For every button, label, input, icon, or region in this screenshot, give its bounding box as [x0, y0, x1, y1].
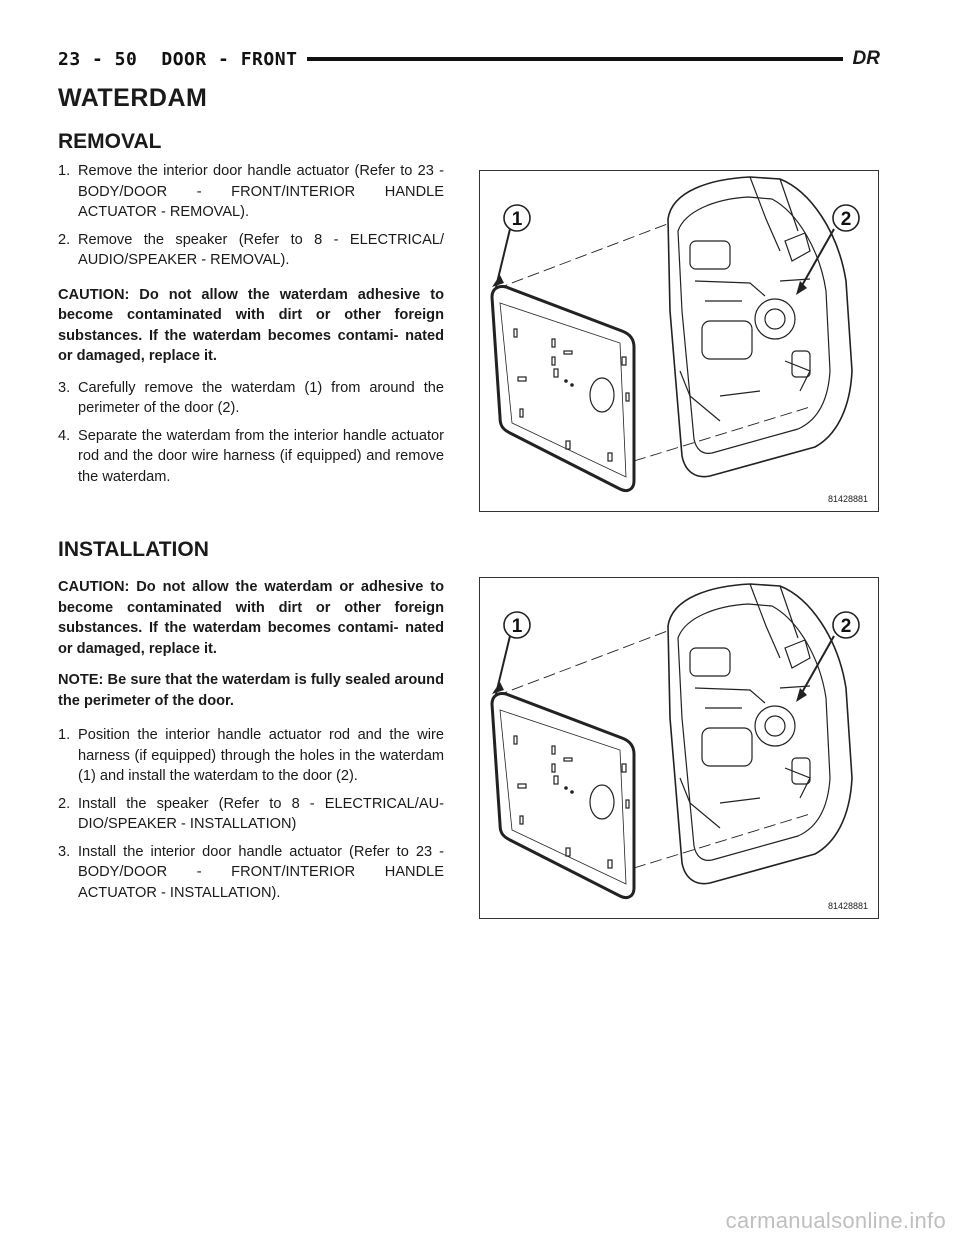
removal-figure: [479, 170, 879, 512]
callout-1: 1: [511, 209, 523, 230]
removal-step-1: 1. Remove the interior door handle actuator (Refer to 23 - BODY/DOOR - FRONT/INTERIOR HANDLE ACTUATOR - REMOVAL).: [58, 163, 444, 220]
figure-id: 81428881: [827, 494, 868, 504]
installation-step-1: 1. Position the interior handle actuator rod and the wire harness (if equipped) through the holes in the waterdam (1) and install the waterdam to the door (2).: [58, 727, 444, 784]
installation-text: [58, 577, 444, 910]
section-title: DOOR - FRONT: [161, 48, 298, 70]
removal-text: [58, 161, 444, 494]
page-header: [58, 46, 880, 72]
removal-heading: REMOVAL: [58, 130, 162, 153]
door-waterdam-illustration: [480, 578, 878, 918]
callout-2: 2: [840, 209, 852, 230]
model-code: DR: [852, 48, 880, 69]
installation-note: NOTE: Be sure that the waterdam is fully sealed around the perimeter of the door.: [58, 672, 444, 709]
installation-caution: CAUTION: Do not allow the waterdam or adhesive to become contaminated with dirt or other foreign substances. If the waterdam becomes contami- nated or damaged, replace it.: [58, 579, 444, 657]
removal-step-3: 3. Carefully remove the waterdam (1) from around the perimeter of the door (2).: [58, 379, 444, 416]
page-title: WATERDAM: [58, 84, 208, 112]
removal-caution: CAUTION: Do not allow the waterdam adhesive to become contaminated with dirt or other foreign substances. If the waterdam becomes contami- nated or damaged, replace it.: [58, 286, 444, 364]
installation-step-2: 2. Install the speaker (Refer to 8 - ELECTRICAL/AU- DIO/SPEAKER - INSTALLATION): [58, 795, 444, 832]
removal-step-4: 4. Separate the waterdam from the interior handle actuator rod and the door wire harness (if equipped) and remove the waterdam.: [58, 427, 444, 485]
installation-figure: [479, 577, 879, 919]
figure-id: 81428881: [827, 901, 868, 911]
door-waterdam-illustration: [480, 171, 878, 511]
section-number: 23 - 50: [58, 48, 138, 70]
removal-step-2: 2. Remove the speaker (Refer to 8 - ELECTRICAL/ AUDIO/SPEAKER - REMOVAL).: [58, 231, 444, 268]
callout-1: 1: [511, 616, 523, 637]
header-rule: [307, 57, 842, 61]
installation-heading: INSTALLATION: [58, 538, 209, 561]
callout-2: 2: [840, 616, 852, 637]
watermark: carmanualsonline.info: [725, 1208, 946, 1233]
installation-step-3: 3. Install the interior door handle actuator (Refer to 23 - BODY/DOOR - FRONT/INTERIOR HANDLE ACTUATOR - INSTALLATION).: [58, 843, 444, 901]
